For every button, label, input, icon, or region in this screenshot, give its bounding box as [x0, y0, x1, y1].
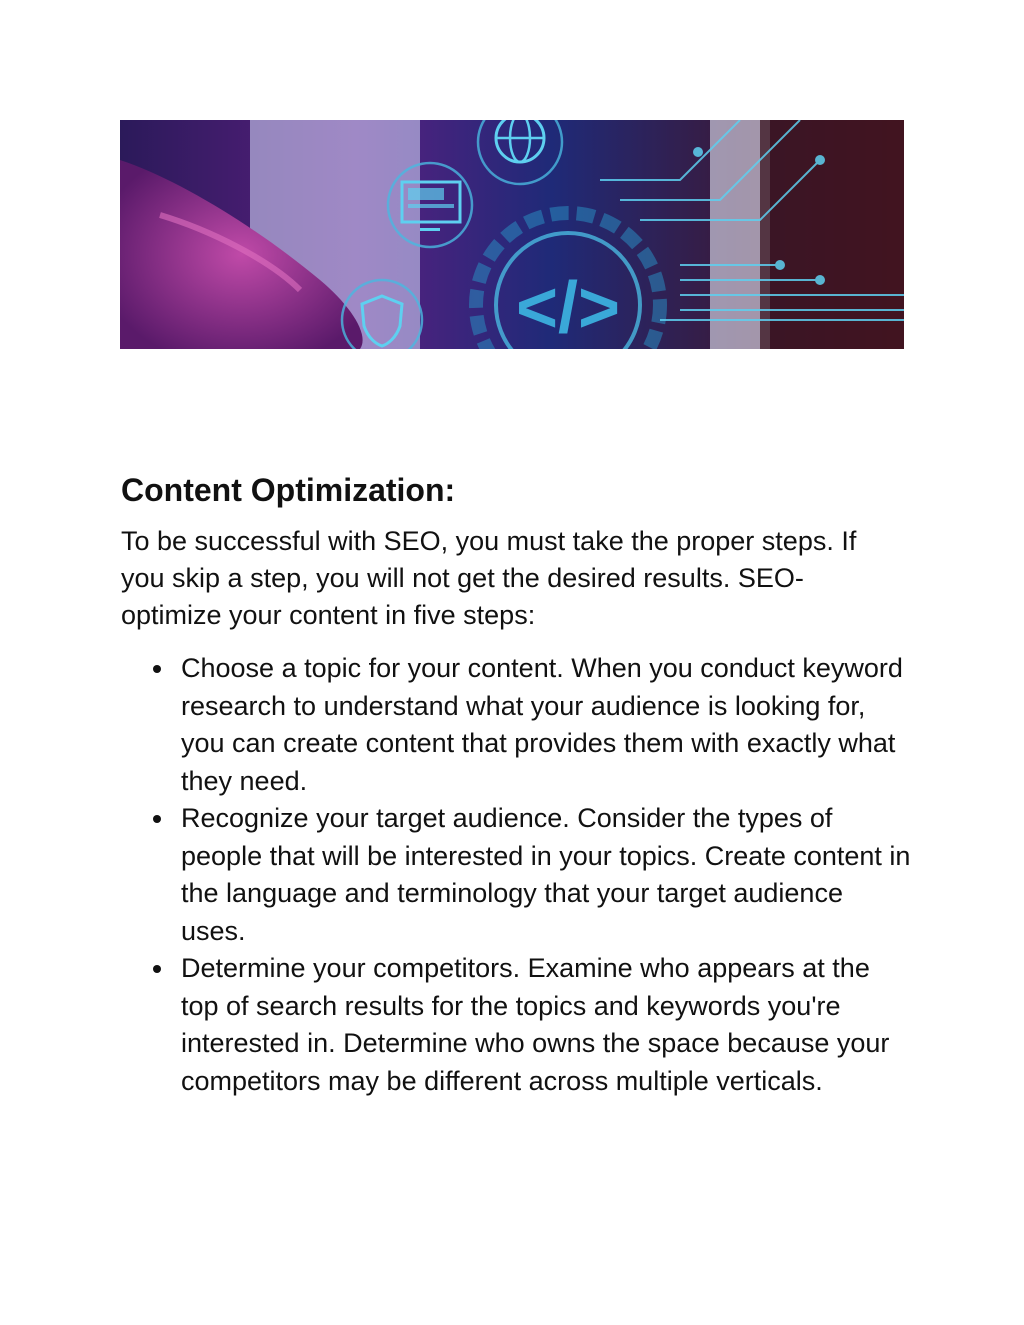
list-item-text: Determine your competitors. Examine who appears at the top of search results for the topics and keywords you're interested in. Determine who owns the space because your competitors may be different across multiple verticals.: [181, 953, 890, 1096]
steps-list: [121, 650, 911, 1100]
bullet-icon: [153, 965, 161, 973]
list-item-text: Choose a topic for your content. When you conduct keyword research to understand what your audience is looking for, you can create content that provides them with exactly what they need.: [181, 653, 903, 796]
hero-banner-image: [120, 120, 904, 349]
svg-text:</>: </>: [515, 268, 621, 348]
list-item: [121, 650, 911, 800]
list-item-text: Recognize your target audience. Consider the types of people that will be interested in your topics. Create content in the language and terminology that your target audience uses.: [181, 803, 911, 946]
intro-paragraph: To be successful with SEO, you must take the proper steps. If you skip a step, you will not get the desired results. SEO-optimize your content in five steps:: [121, 526, 857, 630]
bullet-icon: [153, 665, 161, 673]
list-item: [121, 950, 911, 1100]
list-item: [121, 800, 911, 950]
section-heading: Content Optimization:: [121, 472, 456, 508]
bullet-icon: [153, 815, 161, 823]
